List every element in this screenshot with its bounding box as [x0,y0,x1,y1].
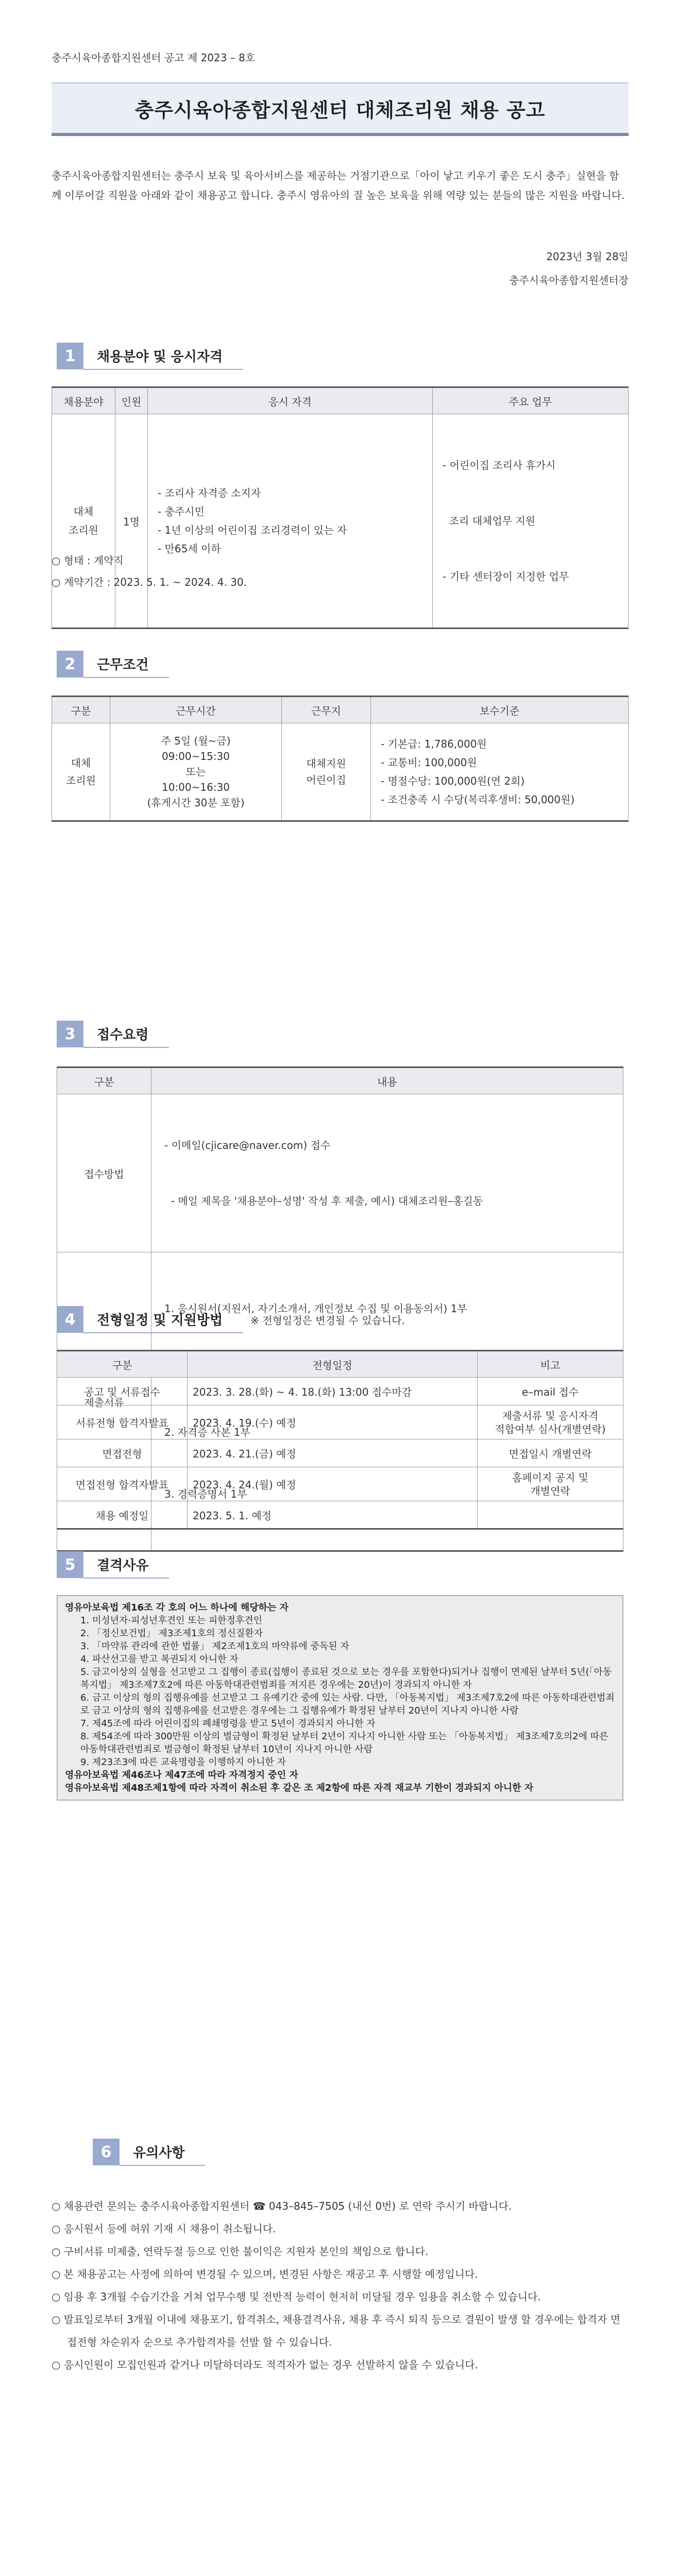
list-item: - 충주시민 [158,505,205,518]
list-item: ○ 응시인원이 모집인원과 같거나 미달하더라도 적격자가 없는 경우 선발하지 않을 수 있습니다. [52,2359,478,2371]
schedule-label: 면접전형 합격자발표 [57,1467,188,1501]
list-item: 2. 「정신보건법」 제3조제1호의 정신질환자 [80,1628,263,1639]
schedule-date: 2023. 4. 21.(금) 예정 [188,1439,478,1467]
recruit-count: 1명 [115,414,148,629]
schedule-date: 2023. 5. 1. 예정 [188,1501,478,1529]
table-header: 보수기준 [371,697,629,723]
section-title: 채용분야 및 응시자격 [83,342,243,370]
schedule-note [478,1501,623,1529]
table-header: 근무시간 [110,697,282,723]
table-header: 전형일정 [188,1351,478,1378]
section-6-heading [93,2138,205,2166]
list-item: 5. 금고이상의 실형을 선고받고 그 집행이 종료(집행이 종료된 것으로 보는 경우를 포함한다)되거나 집행이 면제된 날부터 5년(「아동복지법」 제3조제7호2에 따른 아동학대관련범죄를 저지른 경우에는 20년)이 경과되지 아니한 자 [80,1667,612,1690]
table-header: 비고 [478,1351,623,1378]
notice-date: 2023년 3월 28일 [546,250,629,263]
notes-list [52,2195,629,2376]
list-item: 8. 제54조에 따라 300만원 이상의 벌금형이 확정된 날부터 2년이 지나지 아니한 사람 또는 「아동복지법」 제3조제7호의2에 따른 아동학대관련범죄로 벌금형이 확정된 날부터 10년이 지나지 아니한 사람 [80,1731,608,1755]
list-item: - 기본급: 1,786,000원 [381,738,487,750]
list-item: - 기타 센터장이 지정한 업무 [443,570,569,583]
contract-period: ○ 계약기간 : 2023. 5. 1. ~ 2024. 4. 30. [52,576,247,588]
recruit-table [52,386,629,629]
work-category: 대체 조리원 [52,723,110,821]
section-title: 접수요령 [83,1020,169,1048]
pay-list [371,723,629,821]
method-list [151,1094,623,1252]
list-item: ○ 채용관련 문의는 충주시육아종합지원센터 ☎ 043–845–7505 (내선 0번) 로 연락 주시기 바랍니다. [52,2200,512,2212]
list-item: 조리 대체업무 지원 [443,515,535,527]
schedule-label: 서류전형 합격자발표 [57,1405,188,1439]
list-item: 1. 응시원서(지원서, 자기소개서, 개인정보 수집 및 이용동의서) 1부 [164,1302,467,1315]
list-item: - 1년 이상의 어린이집 조리경력이 있는 자 [158,524,347,536]
table-header: 인원 [115,387,148,414]
docs-label: 제출서류 [57,1252,151,1551]
list-item: 3. 경력증명서 1부 [164,1488,247,1500]
disqualification-footer: 영유아보육법 제48조제1항에 따라 자격이 취소된 후 같은 조 제2항에 따른 자격 재교부 기한이 경과되지 아니한 자 [65,1783,534,1793]
title-banner [52,82,629,136]
work-hours [110,723,282,821]
section-5-heading [57,1551,169,1579]
work-hours-line: 10:00~16:30 [161,781,230,793]
list-item: 1. 미성년자·피성년후견인 또는 피한정후견인 [80,1615,263,1626]
disqualification-heading: 영유아보육법 제16조 각 호의 어느 하나에 해당하는 자 [65,1602,289,1613]
schedule-note: 홈페이지 공지 및 개별연락 [478,1467,623,1501]
section-number: 5 [57,1551,83,1578]
list-item: ○ 구비서류 미제출, 연락두절 등으로 인한 불이익은 지원자 본인의 책임으로 합니다. [52,2245,429,2258]
section-2-heading [57,650,169,678]
list-item: ○ 발표일로부터 3개월 이내에 채용포기, 합격취소, 채용결격사유, 채용 후 즉시 퇴직 등으로 결원이 발생 할 경우에는 합격자 면접전형 차순위자 순으로 추가합격자를 선발 할 수 있습니다. [52,2313,621,2348]
list-item: - 만65세 이하 [158,543,221,555]
schedule-table [57,1350,623,1530]
table-header: 내용 [151,1067,623,1094]
disqualification-footer: 영유아보육법 제46조나 제47조에 따라 자격정지 중인 자 [65,1770,298,1781]
work-place-line: 대체지원 [306,757,346,770]
schedule-label: 면접전형 [57,1439,188,1467]
list-item: - 조건충족 시 수당(복리후생비: 50,000원) [381,793,575,806]
section-number: 2 [57,651,83,677]
section-number: 1 [57,343,83,369]
duty-list [433,414,629,629]
section-title: 전형일정 및 지원방법 [83,1306,243,1333]
list-item: - 이메일(cjicare@naver.com) 접수 [164,1139,331,1151]
disqualification-box [57,1595,623,1801]
schedule-date: 2023. 4. 24.(월) 예정 [188,1467,478,1501]
section-title: 결격사유 [83,1551,169,1579]
list-item: 3. 「마약류 관리에 관한 법률」 제2조제1호의 마약류에 중독된 자 [80,1641,349,1652]
section-title: 근무조건 [83,650,169,678]
notice-org: 충주시육아종합지원센터장 [509,274,629,286]
table-header: 응시 자격 [148,387,433,414]
table-header: 구분 [52,697,110,723]
section-title: 유의사항 [120,2138,205,2166]
section-3-heading [57,1020,169,1048]
list-item: 9. 제23조3에 따른 교육명령을 이행하지 아니한 자 [80,1757,286,1768]
work-hours-line: 주 5일 (월~금) [161,735,231,747]
list-item: - 교통비: 100,000원 [381,756,477,769]
section-number: 3 [57,1021,83,1047]
qualification-list [148,414,433,629]
list-item: - 조리사 자격증 소지자 [158,487,261,499]
section-4-heading [57,1306,405,1333]
work-place [282,723,371,821]
schedule-date: 2023. 3. 28.(화) ~ 4. 18.(화) 13:00 접수마감 [188,1378,478,1405]
page-title: 충주시육아종합지원센터 대체조리원 채용 공고 [134,98,546,122]
schedule-note: 제출서류 및 응시자격 적합여부 심사(개별연락) [478,1405,623,1439]
table-header: 근무지 [282,697,371,723]
work-place-line: 어린이집 [306,774,346,786]
notice-number: 충주시육아종합지원센터 공고 제 2023 – 8호 [52,52,256,64]
work-hours-line: 09:00~15:30 [161,750,230,762]
method-label: 접수방법 [57,1094,151,1252]
list-item: 6. 금고 이상의 형의 집행유예를 선고받고 그 유예기간 중에 있는 사람. 다만, 「아동복지법」 제3조제7호2에 따른 아동학대관련범죄로 금고 이상의 형의 집행유예를 선고받은 경우에는 그 집행유예가 확정된 날부터 20년이 지나지 아니한 사람 [80,1692,615,1716]
list-item: ○ 응시원서 등에 허위 기재 시 채용이 취소됩니다. [52,2223,276,2235]
schedule-note: e–mail 접수 [478,1378,623,1405]
recruit-field: 대체 조리원 [52,414,115,629]
list-item: 2. 자격증 사본 1부 [164,1426,250,1438]
list-item: - 메일 제목을 '채용분야–성명' 작성 후 제출, 예시) 대체조리원–홍길동 [164,1195,483,1207]
section-note: ※ 전형일정은 변경될 수 있습니다. [250,1314,405,1327]
table-header: 구분 [57,1067,151,1094]
table-header: 채용분야 [52,387,115,414]
work-conditions-table [52,696,629,822]
list-item: ○ 임용 후 3개월 수습기간을 거쳐 업무수행 및 전반적 능력이 현저히 미달될 경우 임용을 취소할 수 있습니다. [52,2291,541,2303]
list-item: 7. 제45조에 따라 어린이집의 폐쇄명령을 받고 5년이 경과되지 아니한 자 [80,1718,376,1729]
work-hours-line: (휴게시간 30분 포함) [147,796,245,809]
section-number: 6 [93,2139,120,2165]
employment-type: ○ 형태 : 계약직 [52,554,124,567]
list-item: 4. 파산선고를 받고 복권되지 아니한 자 [80,1654,239,1665]
table-header: 구분 [57,1351,188,1378]
work-hours-line: 또는 [185,766,206,778]
section-number: 4 [57,1306,83,1333]
table-header: 주요 업무 [433,387,629,414]
schedule-label: 채용 예정일 [57,1501,188,1529]
list-item: ○ 본 채용공고는 사정에 의하여 변경될 수 있으며, 변경된 사항은 재공고 후 시행할 예정입니다. [52,2268,478,2280]
list-item: - 명절수당: 100,000원(연 2회) [381,775,525,787]
schedule-note: 면접일시 개별연락 [478,1439,623,1467]
schedule-date: 2023. 4. 19.(수) 예정 [188,1405,478,1439]
schedule-label: 공고 및 서류접수 [57,1378,188,1405]
list-item: - 어린이집 조리사 휴가시 [443,459,556,471]
intro-paragraph: 충주시육아종합지원센터는 충주시 보육 및 육아서비스를 제공하는 거점기관으로「아이 낳고 키우기 좋은 도시 충주」실현을 함께 이루어갈 직원을 아래와 같이 채용공고 합니다. 충주시 영유아의 질 높은 보육을 위해 역량 있는 분들의 많은 지원을 바랍니다. [52,170,625,201]
section-1-heading [57,342,243,370]
